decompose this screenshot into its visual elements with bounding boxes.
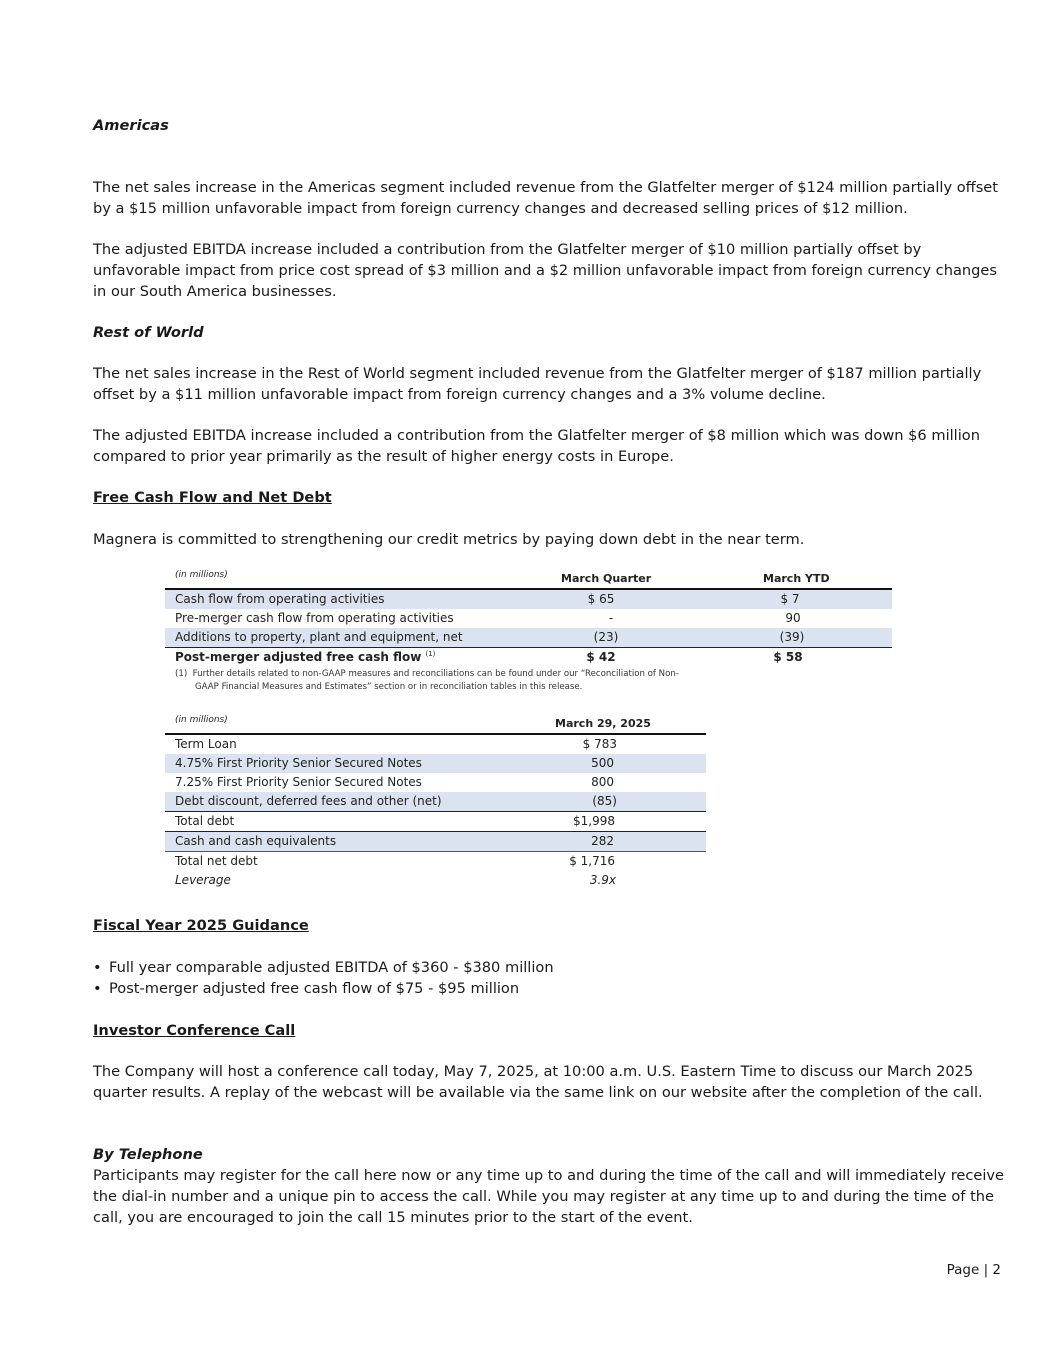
- table-row: [165, 773, 706, 792]
- row-value: 800: [591, 775, 614, 789]
- guidance-list: [93, 957, 554, 999]
- row-label: Total debt: [175, 814, 235, 828]
- row-ytd-value: (39): [779, 630, 805, 644]
- footnote-line-2: GAAP Financial Measures and Estimates” section or in reconciliation tables in this release.: [195, 682, 583, 692]
- conference-call-heading: Investor Conference Call: [93, 1022, 296, 1039]
- table-row: [165, 609, 892, 628]
- row-label: [175, 650, 435, 664]
- free-cash-flow-intro: Magnera is committed to strengthening our credit metrics by paying down debt in the near term.: [93, 531, 805, 548]
- table-row: [165, 852, 706, 871]
- fcf-col-march-quarter: March Quarter: [561, 572, 652, 585]
- free-cash-flow-heading: Free Cash Flow and Net Debt: [93, 489, 332, 506]
- rest-of-world-paragraph-2: The adjusted EBITDA increase included a contribution from the Glatfelter merger of $8 million which was down $6 million compared to prior year primarily as the result of higher energy costs in Europe.: [93, 427, 980, 465]
- footnote-number: (1): [175, 669, 188, 679]
- debt-table-unit: (in millions): [175, 715, 228, 725]
- row-value: 3.9x: [589, 873, 616, 887]
- row-value: 282: [591, 834, 614, 848]
- table-row-total: [165, 648, 892, 667]
- rest-of-world-paragraph-1: The net sales increase in the Rest of World segment included revenue from the Glatfelter merger of $187 million partially offset by a $11 million unfavorable impact from foreign currency changes and a 3% volume decline.: [93, 365, 982, 403]
- table-row: [165, 590, 892, 609]
- fcf-col-march-ytd: March YTD: [763, 572, 830, 585]
- list-item: • Full year comparable adjusted EBITDA of $360 - $380 million: [93, 957, 554, 978]
- row-value: 500: [591, 756, 614, 770]
- americas-paragraph-1: The net sales increase in the Americas segment included revenue from the Glatfelter merger of $124 million partially offset by a $15 million unfavorable impact from foreign currency changes and decreased selling prices of $12 million.: [93, 179, 999, 217]
- page-number: Page | 2: [946, 1262, 1001, 1278]
- table-row: [165, 628, 892, 647]
- row-quarter-value: $ 42: [586, 650, 616, 664]
- row-ytd-value: $ 58: [773, 650, 803, 664]
- table-row: [165, 812, 706, 831]
- row-label: Pre-merger cash flow from operating activities: [175, 611, 454, 625]
- row-label: Term Loan: [175, 737, 237, 751]
- row-label: Cash flow from operating activities: [175, 592, 385, 606]
- row-label: Debt discount, deferred fees and other (net): [175, 794, 442, 808]
- row-label: Additions to property, plant and equipment, net: [175, 630, 463, 644]
- americas-heading: Americas: [93, 117, 169, 134]
- americas-paragraph-2: The adjusted EBITDA increase included a contribution from the Glatfelter merger of $10 million partially offset by unfavorable impact from price cost spread of $3 million and a $2 million unfavorable impact from foreign currency changes in our South America businesses.: [93, 241, 997, 300]
- row-label: Total net debt: [175, 854, 258, 868]
- table-row: [165, 754, 706, 773]
- fcf-footnote: [175, 668, 679, 694]
- row-ytd-value: 90: [785, 611, 801, 625]
- row-value: $ 1,716: [569, 854, 615, 868]
- telephone-paragraph: Participants may register for the call here now or any time up to and during the time of the call and will immediately receive the dial-in number and a unique pin to access the call. While you may register at any time up to and during the time of the call, you are encouraged to join the call 15 minutes prior to the start of the event.: [93, 1167, 1005, 1226]
- net-debt-table: [165, 713, 706, 893]
- footnote-marker: (1): [425, 650, 436, 658]
- list-item: • Post-merger adjusted free cash flow of $75 - $95 million: [93, 978, 554, 999]
- row-value: $ 783: [582, 737, 617, 751]
- conference-call-paragraph: The Company will host a conference call today, May 7, 2025, at 10:00 a.m. U.S. Eastern Time to discuss our March 2025 quarter results. A replay of the webcast will be available via the same link on our website after the completion of the call.: [93, 1063, 983, 1101]
- free-cash-flow-table: [165, 568, 892, 698]
- fcf-table-unit: (in millions): [175, 570, 228, 580]
- row-value: $1,998: [573, 814, 615, 828]
- guidance-heading: Fiscal Year 2025 Guidance: [93, 917, 309, 934]
- footnote-line-1: Further details related to non-GAAP measures and reconciliations can be found under our “Reconciliation of Non-: [192, 669, 679, 679]
- row-quarter-value: (23): [593, 630, 619, 644]
- row-quarter-value: $ 65: [587, 592, 615, 606]
- debt-col-date: March 29, 2025: [555, 717, 651, 730]
- table-row: [165, 871, 706, 890]
- row-label: Leverage: [175, 873, 231, 887]
- row-label: 4.75% First Priority Senior Secured Notes: [175, 756, 422, 770]
- table-row: [165, 735, 706, 754]
- rest-of-world-heading: Rest of World: [93, 324, 204, 341]
- row-label: Cash and cash equivalents: [175, 834, 337, 848]
- total-label-text: Post-merger adjusted free cash flow: [175, 650, 422, 664]
- row-label: 7.25% First Priority Senior Secured Notes: [175, 775, 422, 789]
- row-value: (85): [592, 794, 617, 808]
- row-ytd-value: $ 7: [780, 592, 800, 606]
- telephone-heading: By Telephone: [93, 1146, 203, 1163]
- row-quarter-value: -: [608, 611, 614, 625]
- table-row: [165, 832, 706, 851]
- table-row: [165, 792, 706, 811]
